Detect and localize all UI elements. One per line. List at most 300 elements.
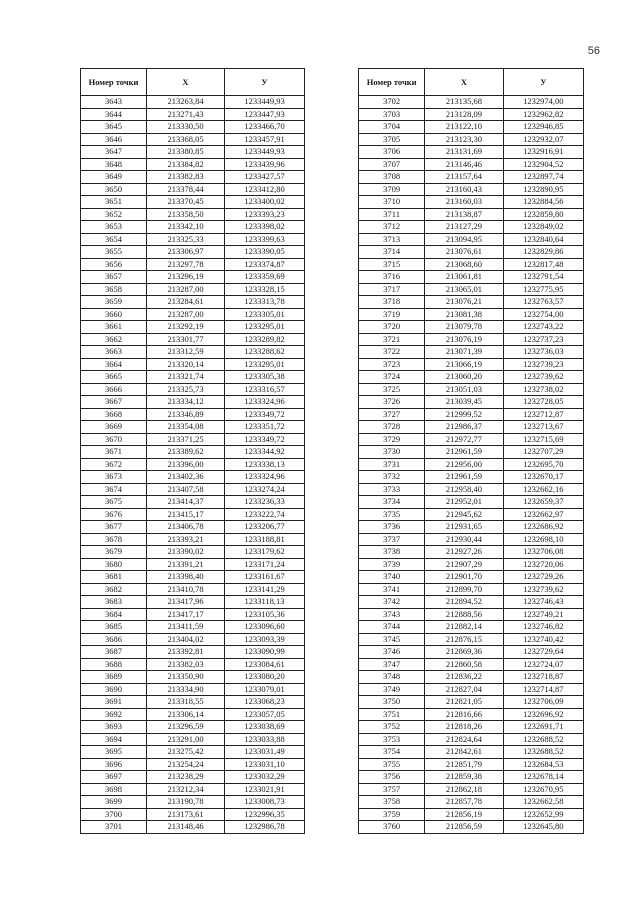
table-row — [359, 558, 584, 571]
y-coordinate-cell: 1232737,23 — [503, 333, 583, 346]
y-coordinate-cell: 1232890,95 — [503, 183, 583, 196]
point-number-cell: 3675 — [81, 496, 147, 509]
point-number-cell: 3708 — [359, 171, 425, 184]
y-coordinate-cell: 1233033,88 — [225, 733, 305, 746]
y-coordinate-cell: 1232659,37 — [503, 496, 583, 509]
x-coordinate-cell: 213287,00 — [147, 308, 225, 321]
y-coordinate-cell: 1232662,16 — [503, 483, 583, 496]
y-coordinate-cell: 1232791,54 — [503, 271, 583, 284]
x-coordinate-cell: 213410,78 — [147, 583, 225, 596]
y-coordinate-cell: 1233305,38 — [225, 371, 305, 384]
x-coordinate-cell: 212857,78 — [425, 796, 503, 809]
y-coordinate-cell: 1232688,52 — [503, 733, 583, 746]
table-row — [359, 746, 584, 759]
x-coordinate-cell: 213065,01 — [425, 283, 503, 296]
y-coordinate-cell: 1233399,63 — [225, 233, 305, 246]
table-row — [81, 483, 305, 496]
point-number-cell: 3692 — [81, 708, 147, 721]
table-row — [359, 633, 584, 646]
table-header-row — [359, 69, 584, 96]
y-coordinate-cell: 1233447,93 — [225, 108, 305, 121]
table-row — [359, 146, 584, 159]
point-number-cell: 3703 — [359, 108, 425, 121]
y-coordinate-cell: 1232688,52 — [503, 746, 583, 759]
table-row — [359, 333, 584, 346]
table-row — [81, 408, 305, 421]
point-number-cell: 3727 — [359, 408, 425, 421]
y-coordinate-cell: 1232775,95 — [503, 283, 583, 296]
table-row — [81, 246, 305, 259]
point-number-cell: 3693 — [81, 721, 147, 734]
table-row — [359, 371, 584, 384]
x-coordinate-cell: 213076,61 — [425, 246, 503, 259]
y-coordinate-cell: 1233090,99 — [225, 646, 305, 659]
y-coordinate-cell: 1232662,58 — [503, 796, 583, 809]
table-row — [359, 346, 584, 359]
y-coordinate-cell: 1233008,73 — [225, 796, 305, 809]
table-row — [81, 496, 305, 509]
x-coordinate-cell: 213334,12 — [147, 396, 225, 409]
header-point-number: Номер точки — [81, 69, 147, 96]
table-row — [81, 383, 305, 396]
y-coordinate-cell: 1232884,56 — [503, 196, 583, 209]
x-coordinate-cell: 213297,78 — [147, 258, 225, 271]
point-number-cell: 3691 — [81, 696, 147, 709]
x-coordinate-cell: 213391,21 — [147, 558, 225, 571]
y-coordinate-cell: 1232728,05 — [503, 396, 583, 409]
point-number-cell: 3724 — [359, 371, 425, 384]
y-coordinate-cell: 1232686,92 — [503, 521, 583, 534]
y-coordinate-cell: 1233032,29 — [225, 771, 305, 784]
y-coordinate-cell: 1232724,07 — [503, 658, 583, 671]
y-coordinate-cell: 1232986,78 — [225, 821, 305, 834]
y-coordinate-cell: 1232897,74 — [503, 171, 583, 184]
y-coordinate-cell: 1232763,57 — [503, 296, 583, 309]
point-number-cell: 3670 — [81, 433, 147, 446]
table-row — [359, 196, 584, 209]
x-coordinate-cell: 213135,68 — [425, 96, 503, 109]
point-number-cell: 3712 — [359, 221, 425, 234]
y-coordinate-cell: 1233349,72 — [225, 408, 305, 421]
point-number-cell: 3713 — [359, 233, 425, 246]
x-coordinate-cell: 213371,25 — [147, 433, 225, 446]
table-row — [81, 708, 305, 721]
y-coordinate-cell: 1233412,80 — [225, 183, 305, 196]
table-row — [81, 258, 305, 271]
point-number-cell: 3720 — [359, 321, 425, 334]
y-coordinate-cell: 1233439,96 — [225, 158, 305, 171]
point-number-cell: 3651 — [81, 196, 147, 209]
table-row — [359, 496, 584, 509]
point-number-cell: 3717 — [359, 283, 425, 296]
x-coordinate-cell: 213402,36 — [147, 471, 225, 484]
table-row — [81, 646, 305, 659]
point-number-cell: 3663 — [81, 346, 147, 359]
table-row — [359, 408, 584, 421]
point-number-cell: 3706 — [359, 146, 425, 159]
y-coordinate-cell: 1232720,06 — [503, 558, 583, 571]
y-coordinate-cell: 1233105,36 — [225, 608, 305, 621]
table-row — [81, 396, 305, 409]
x-coordinate-cell: 212856,19 — [425, 808, 503, 821]
table-row — [81, 308, 305, 321]
y-coordinate-cell: 1233021,91 — [225, 783, 305, 796]
x-coordinate-cell: 212860,58 — [425, 658, 503, 671]
table-row — [359, 483, 584, 496]
point-number-cell: 3721 — [359, 333, 425, 346]
point-number-cell: 3671 — [81, 446, 147, 459]
point-number-cell: 3705 — [359, 133, 425, 146]
point-number-cell: 3680 — [81, 558, 147, 571]
table-row — [81, 358, 305, 371]
point-number-cell: 3672 — [81, 458, 147, 471]
y-coordinate-cell: 1232916,91 — [503, 146, 583, 159]
point-number-cell: 3653 — [81, 221, 147, 234]
table-row — [359, 621, 584, 634]
y-coordinate-cell: 1232729,26 — [503, 571, 583, 584]
table-row — [359, 358, 584, 371]
point-number-cell: 3682 — [81, 583, 147, 596]
x-coordinate-cell: 213382,83 — [147, 171, 225, 184]
x-coordinate-cell: 213358,50 — [147, 208, 225, 221]
y-coordinate-cell: 1232746,82 — [503, 621, 583, 634]
x-coordinate-cell: 213404,02 — [147, 633, 225, 646]
y-coordinate-cell: 1232739,62 — [503, 371, 583, 384]
x-coordinate-cell: 212818,26 — [425, 721, 503, 734]
x-coordinate-cell: 213390,02 — [147, 546, 225, 559]
y-coordinate-cell: 1233079,01 — [225, 683, 305, 696]
point-number-cell: 3739 — [359, 558, 425, 571]
table-row — [359, 171, 584, 184]
point-number-cell: 3741 — [359, 583, 425, 596]
y-coordinate-cell: 1233206,77 — [225, 521, 305, 534]
x-coordinate-cell: 213287,00 — [147, 283, 225, 296]
point-number-cell: 3676 — [81, 508, 147, 521]
table-row — [359, 658, 584, 671]
point-number-cell: 3690 — [81, 683, 147, 696]
x-coordinate-cell: 213384,82 — [147, 158, 225, 171]
y-coordinate-cell: 1233236,33 — [225, 496, 305, 509]
point-number-cell: 3667 — [81, 396, 147, 409]
point-number-cell: 3755 — [359, 758, 425, 771]
y-coordinate-cell: 1233390,05 — [225, 246, 305, 259]
table-row — [81, 583, 305, 596]
table-row — [81, 546, 305, 559]
point-number-cell: 3674 — [81, 483, 147, 496]
x-coordinate-cell: 212827,04 — [425, 683, 503, 696]
x-coordinate-cell: 213128,09 — [425, 108, 503, 121]
point-number-cell: 3716 — [359, 271, 425, 284]
table-row — [81, 733, 305, 746]
table-row — [81, 658, 305, 671]
x-coordinate-cell: 212961,59 — [425, 471, 503, 484]
table-row — [81, 771, 305, 784]
table-row — [81, 183, 305, 196]
table-row — [359, 671, 584, 684]
y-coordinate-cell: 1232817,48 — [503, 258, 583, 271]
x-coordinate-cell: 213094,95 — [425, 233, 503, 246]
x-coordinate-cell: 213131,69 — [425, 146, 503, 159]
point-number-cell: 3688 — [81, 658, 147, 671]
table-row — [359, 446, 584, 459]
y-coordinate-cell: 1232746,43 — [503, 596, 583, 609]
table-row — [81, 721, 305, 734]
x-coordinate-cell: 213148,46 — [147, 821, 225, 834]
y-coordinate-cell: 1232736,03 — [503, 346, 583, 359]
x-coordinate-cell: 212894,52 — [425, 596, 503, 609]
point-number-cell: 3702 — [359, 96, 425, 109]
y-coordinate-cell: 1233038,69 — [225, 721, 305, 734]
y-coordinate-cell: 1232754,00 — [503, 308, 583, 321]
point-number-cell: 3681 — [81, 571, 147, 584]
point-number-cell: 3745 — [359, 633, 425, 646]
y-coordinate-cell: 1233398,02 — [225, 221, 305, 234]
table-row — [359, 271, 584, 284]
y-coordinate-cell: 1233031,49 — [225, 746, 305, 759]
point-number-cell: 3743 — [359, 608, 425, 621]
x-coordinate-cell: 213354,08 — [147, 421, 225, 434]
table-header-row — [81, 69, 305, 96]
table-row — [81, 333, 305, 346]
x-coordinate-cell: 212816,66 — [425, 708, 503, 721]
table-row — [81, 96, 305, 109]
x-coordinate-cell: 213138,87 — [425, 208, 503, 221]
table-row — [81, 221, 305, 234]
y-coordinate-cell: 1232996,35 — [225, 808, 305, 821]
point-number-cell: 3709 — [359, 183, 425, 196]
x-coordinate-cell: 212945,62 — [425, 508, 503, 521]
point-number-cell: 3715 — [359, 258, 425, 271]
x-coordinate-cell: 213284,61 — [147, 296, 225, 309]
y-coordinate-cell: 1232718,87 — [503, 671, 583, 684]
x-coordinate-cell: 213321,74 — [147, 371, 225, 384]
x-coordinate-cell: 213157,64 — [425, 171, 503, 184]
y-coordinate-cell: 1232738,02 — [503, 383, 583, 396]
point-number-cell: 3730 — [359, 446, 425, 459]
y-coordinate-cell: 1233179,62 — [225, 546, 305, 559]
x-coordinate-cell: 213392,81 — [147, 646, 225, 659]
y-coordinate-cell: 1232840,64 — [503, 233, 583, 246]
point-number-cell: 3744 — [359, 621, 425, 634]
y-coordinate-cell: 1232849,02 — [503, 221, 583, 234]
x-coordinate-cell: 213275,42 — [147, 746, 225, 759]
point-number-cell: 3696 — [81, 758, 147, 771]
x-coordinate-cell: 213414,37 — [147, 496, 225, 509]
y-coordinate-cell: 1233316,57 — [225, 383, 305, 396]
point-number-cell: 3666 — [81, 383, 147, 396]
table-row — [81, 283, 305, 296]
point-number-cell: 3657 — [81, 271, 147, 284]
x-coordinate-cell: 213301,77 — [147, 333, 225, 346]
y-coordinate-cell: 1232739,23 — [503, 358, 583, 371]
point-number-cell: 3661 — [81, 321, 147, 334]
y-coordinate-cell: 1233222,74 — [225, 508, 305, 521]
x-coordinate-cell: 212876,15 — [425, 633, 503, 646]
table-row — [81, 471, 305, 484]
point-number-cell: 3669 — [81, 421, 147, 434]
table-row — [359, 108, 584, 121]
point-number-cell: 3735 — [359, 508, 425, 521]
y-coordinate-cell: 1233359,69 — [225, 271, 305, 284]
point-number-cell: 3722 — [359, 346, 425, 359]
table-row — [81, 633, 305, 646]
x-coordinate-cell: 212899,70 — [425, 583, 503, 596]
point-number-cell: 3731 — [359, 458, 425, 471]
table-row — [359, 183, 584, 196]
y-coordinate-cell: 1233344,92 — [225, 446, 305, 459]
point-number-cell: 3648 — [81, 158, 147, 171]
table-row — [359, 308, 584, 321]
x-coordinate-cell: 213417,17 — [147, 608, 225, 621]
point-number-cell: 3684 — [81, 608, 147, 621]
x-coordinate-cell: 213173,61 — [147, 808, 225, 821]
table-row — [81, 433, 305, 446]
x-coordinate-cell: 213407,58 — [147, 483, 225, 496]
x-coordinate-cell: 213068,60 — [425, 258, 503, 271]
x-coordinate-cell: 213292,19 — [147, 321, 225, 334]
y-coordinate-cell: 1232691,71 — [503, 721, 583, 734]
point-number-cell: 3757 — [359, 783, 425, 796]
table-row — [81, 371, 305, 384]
table-row — [81, 158, 305, 171]
x-coordinate-cell: 213146,46 — [425, 158, 503, 171]
point-number-cell: 3729 — [359, 433, 425, 446]
table-row — [359, 796, 584, 809]
table-row — [81, 533, 305, 546]
point-number-cell: 3699 — [81, 796, 147, 809]
y-coordinate-cell: 1233427,57 — [225, 171, 305, 184]
point-number-cell: 3655 — [81, 246, 147, 259]
x-coordinate-cell: 213396,00 — [147, 458, 225, 471]
table-row — [359, 771, 584, 784]
y-coordinate-cell: 1233141,29 — [225, 583, 305, 596]
point-number-cell: 3656 — [81, 258, 147, 271]
table-row — [359, 533, 584, 546]
x-coordinate-cell: 213382,03 — [147, 658, 225, 671]
y-coordinate-cell: 1233466,70 — [225, 121, 305, 134]
y-coordinate-cell: 1233093,39 — [225, 633, 305, 646]
point-number-cell: 3700 — [81, 808, 147, 821]
point-number-cell: 3751 — [359, 708, 425, 721]
point-number-cell: 3668 — [81, 408, 147, 421]
point-number-cell: 3697 — [81, 771, 147, 784]
point-number-cell: 3737 — [359, 533, 425, 546]
point-number-cell: 3718 — [359, 296, 425, 309]
y-coordinate-cell: 1233457,91 — [225, 133, 305, 146]
header-y: У — [503, 69, 583, 96]
y-coordinate-cell: 1233400,02 — [225, 196, 305, 209]
point-number-cell: 3734 — [359, 496, 425, 509]
x-coordinate-cell: 213271,43 — [147, 108, 225, 121]
x-coordinate-cell: 213411,59 — [147, 621, 225, 634]
x-coordinate-cell: 213406,78 — [147, 521, 225, 534]
table-row — [81, 621, 305, 634]
y-coordinate-cell: 1232946,85 — [503, 121, 583, 134]
x-coordinate-cell: 212999,52 — [425, 408, 503, 421]
point-number-cell: 3673 — [81, 471, 147, 484]
x-coordinate-cell: 213318,55 — [147, 696, 225, 709]
point-number-cell: 3646 — [81, 133, 147, 146]
x-coordinate-cell: 212836,22 — [425, 671, 503, 684]
table-row — [81, 558, 305, 571]
y-coordinate-cell: 1232696,92 — [503, 708, 583, 721]
table-row — [359, 733, 584, 746]
x-coordinate-cell: 212972,77 — [425, 433, 503, 446]
table-row — [359, 296, 584, 309]
x-coordinate-cell: 212821,05 — [425, 696, 503, 709]
y-coordinate-cell: 1233324,96 — [225, 396, 305, 409]
table-row — [81, 133, 305, 146]
x-coordinate-cell: 213342,10 — [147, 221, 225, 234]
point-number-cell: 3728 — [359, 421, 425, 434]
table-row — [359, 596, 584, 609]
table-row — [359, 383, 584, 396]
x-coordinate-cell: 213417,96 — [147, 596, 225, 609]
y-coordinate-cell: 1233118,13 — [225, 596, 305, 609]
y-coordinate-cell: 1232859,80 — [503, 208, 583, 221]
y-coordinate-cell: 1232707,29 — [503, 446, 583, 459]
point-number-cell: 3683 — [81, 596, 147, 609]
table-row — [81, 446, 305, 459]
y-coordinate-cell: 1233449,93 — [225, 146, 305, 159]
x-coordinate-cell: 212862,18 — [425, 783, 503, 796]
x-coordinate-cell: 213346,89 — [147, 408, 225, 421]
y-coordinate-cell: 1233289,82 — [225, 333, 305, 346]
table-row — [81, 796, 305, 809]
y-coordinate-cell: 1232714,87 — [503, 683, 583, 696]
point-number-cell: 3694 — [81, 733, 147, 746]
x-coordinate-cell: 212869,36 — [425, 646, 503, 659]
table-row — [359, 508, 584, 521]
table-row — [81, 521, 305, 534]
table-row — [359, 521, 584, 534]
x-coordinate-cell: 213212,34 — [147, 783, 225, 796]
y-coordinate-cell: 1232740,42 — [503, 633, 583, 646]
x-coordinate-cell: 213296,59 — [147, 721, 225, 734]
table-row — [359, 758, 584, 771]
point-number-cell: 3644 — [81, 108, 147, 121]
point-number-cell: 3711 — [359, 208, 425, 221]
table-row — [81, 321, 305, 334]
point-number-cell: 3649 — [81, 171, 147, 184]
table-row — [81, 233, 305, 246]
table-row — [359, 396, 584, 409]
y-coordinate-cell: 1233161,67 — [225, 571, 305, 584]
point-number-cell: 3701 — [81, 821, 147, 834]
point-number-cell: 3760 — [359, 821, 425, 834]
x-coordinate-cell: 213076,19 — [425, 333, 503, 346]
x-coordinate-cell: 213263,84 — [147, 96, 225, 109]
table-row — [359, 821, 584, 834]
x-coordinate-cell: 213066,19 — [425, 358, 503, 371]
y-coordinate-cell: 1232743,22 — [503, 321, 583, 334]
y-coordinate-cell: 1232974,00 — [503, 96, 583, 109]
x-coordinate-cell: 213330,50 — [147, 121, 225, 134]
table-row — [359, 783, 584, 796]
point-number-cell: 3726 — [359, 396, 425, 409]
x-coordinate-cell: 213350,90 — [147, 671, 225, 684]
point-number-cell: 3719 — [359, 308, 425, 321]
table-row — [81, 758, 305, 771]
x-coordinate-cell: 212856,59 — [425, 821, 503, 834]
table-row — [359, 283, 584, 296]
header-point-number: Номер точки — [359, 69, 425, 96]
x-coordinate-cell: 212927,26 — [425, 546, 503, 559]
y-coordinate-cell: 1232698,10 — [503, 533, 583, 546]
table-row — [81, 696, 305, 709]
table-row — [359, 421, 584, 434]
x-coordinate-cell: 213123,30 — [425, 133, 503, 146]
